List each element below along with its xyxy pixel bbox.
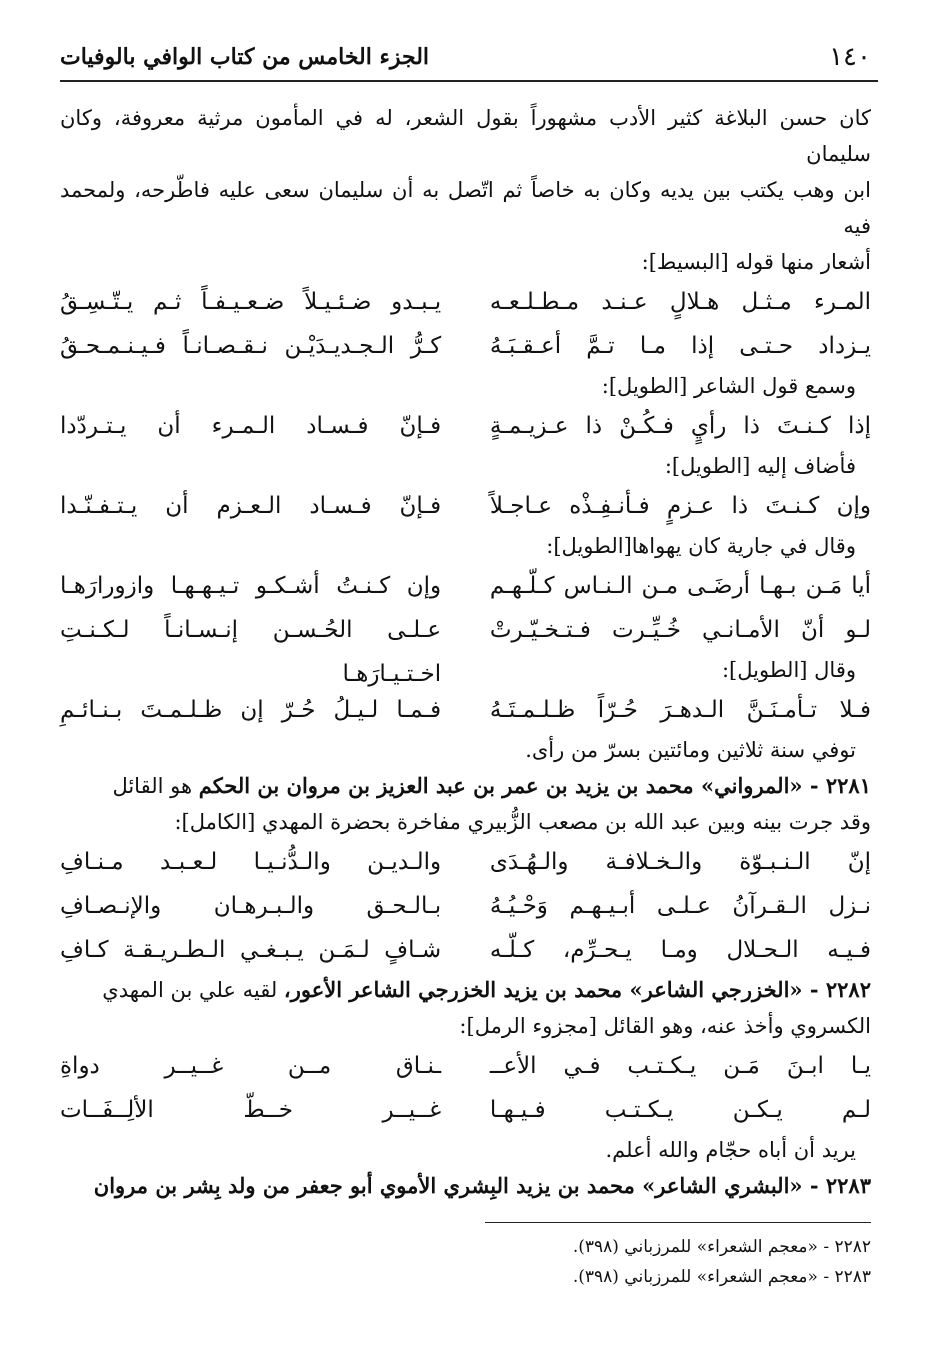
entry-heading: ٢٢٨٢ - «الخزرجي الشاعر» محمد بن يزيد الخزرجي الشاعر الأعور،	[283, 977, 871, 1002]
entry-heading: ٢٢٨١ - «المرواني» محمد بن يزيد بن عمر بن عبد العزيز بن مروان بن الحكم	[198, 773, 871, 798]
footnote: ٢٢٨٣ - «معجم الشعراء» للمرزباني (٣٩٨).	[572, 1267, 871, 1287]
verse-first-hemistich: المـرء مـثـل هـلالٍ عـنـد مـطـلـعـه	[489, 289, 871, 315]
page-number: ١٤٠	[829, 42, 871, 72]
entry-text-line: الكسروي وأخذ عنه، وهو القائل [مجزوء الرمل]:	[459, 1014, 871, 1038]
entry-heading: ٢٢٨٣ - «البشري الشاعر» محمد بن يزيد البِشري الأموي أبو جعفر من ولد بِشر بن مروان	[93, 1173, 871, 1198]
verse-second-hemistich: كـرُّ الـجـديـدَيْـن نـقـصـانـاً فـيـنـمـحـقُ	[60, 333, 442, 359]
verse-first-hemistich: وإن كـنـتَ ذا عـزمٍ فـأنـفِـذْه عـاجـلاً	[489, 493, 871, 519]
running-title: الجزء الخامس من كتاب الوافي بالوفيات	[60, 44, 430, 70]
verse	[60, 280, 871, 324]
biography-entry-2282	[60, 972, 871, 1008]
verse-second-hemistich: والـديـن والـدُّنـيـا لـعـبـد مـنـافِ	[60, 849, 442, 875]
verse-second-hemistich: شـافٍ لـمَـن يـبـغـي الـطـريـقـة كـافِ	[60, 937, 442, 963]
footnote: ٢٢٨٢ - «معجم الشعراء» للمرزباني (٣٩٨).	[572, 1237, 871, 1257]
verse	[60, 404, 871, 448]
commentary-line: يريد أن أباه حجّام والله أعلم.	[605, 1138, 856, 1162]
verse-first-hemistich: أيا مَـن بـهـا أرضَـى مـن الـنـاس كـلّـهـم	[489, 573, 871, 599]
verse-first-hemistich: إذا كـنـتَ ذا رأيٍ فـكُـنْ ذا عـزيـمـةٍ	[489, 413, 871, 439]
verse-first-hemistich: إنّ الـنـبـوّة والـخـلافـة والـهُـدَى	[489, 849, 871, 875]
verse	[60, 840, 871, 884]
verse-intro: فأضاف إليه [الطويل]:	[664, 454, 856, 478]
verse-first-hemistich: يـا ابـنَ مَـن يـكـتـب فـي الأعــ	[489, 1053, 871, 1079]
verse	[60, 688, 871, 732]
poem-block	[60, 280, 871, 368]
verse-first-hemistich: لـم يـكـن يـكـتـب فـيـهـا	[489, 1097, 871, 1123]
verse-first-hemistich: نـزل الـقـرآنُ عـلـى أبـيـهـم وَحْـيُـهُ	[489, 893, 871, 919]
page-body	[60, 100, 871, 1204]
verse-first-hemistich: فـلا تـأمـنَـنَّ الـدهـرَ حُـرّاً ظـلـمـتَـهُ	[489, 697, 871, 723]
verse-second-hemistich: يـبـدو ضـئـيـلاً ضـعـيـفـاً ثـم يـتّـسِـقُ	[60, 289, 442, 315]
verse-second-hemistich: فـإنّ فـسـاد الـمـرء أن يـتـردّدا	[60, 413, 442, 439]
entry-text-line: وقد جرت بينه وبين عبد الله بن مصعب الزُّبيري مفاخرة بحضرة المهدي [الكامل]:	[174, 810, 871, 834]
intro-line: أشعار منها قوله [البسيط]:	[641, 250, 871, 274]
verse-second-hemistich: فـمـا لـيـلُ حُـرّ إن ظـلـمـتَ بـنـائـمِ	[60, 697, 442, 723]
verse	[60, 564, 871, 608]
footnotes	[573, 1232, 871, 1292]
verse-second-hemistich: بـالـحـق والـبـرهـان والإنـصـافِ	[60, 893, 442, 919]
verse	[60, 1088, 871, 1132]
entry-text: لقيه علي بن المهدي	[102, 978, 284, 1002]
entry-text: هو القائل	[112, 774, 199, 798]
biography-entry-2283	[60, 1168, 871, 1204]
header-divider	[60, 80, 878, 82]
verse-second-hemistich: ـنـاق مــن غــيــر دواةِ	[60, 1053, 442, 1079]
verse-second-hemistich: غــيــر خــطّ الألِــفَــات	[60, 1097, 442, 1123]
death-note: توفي سنة ثلاثين ومائتين بسرّ من رأى.	[525, 738, 856, 762]
verse-second-hemistich: عـلـى الحُـسـن إنـسـانـاً لـكـنـتِ اخـتـيـارَهـا	[60, 617, 442, 687]
verse-second-hemistich: وإن كـنـتُ أشـكـو تـيـهـهـا وازورارَهـا	[60, 573, 442, 599]
verse-first-hemistich: لـو أنّ الأمـانـي خُـيِّـرت فـتـخـيّـرتْ	[489, 617, 871, 643]
verse	[60, 324, 871, 368]
verse-intro: وسمع قول الشاعر [الطويل]:	[601, 374, 856, 398]
verse-intro: وقال في جارية كان يهواها[الطويل]:	[546, 534, 856, 558]
verse	[60, 484, 871, 528]
verse-first-hemistich: فـيـه الـحـلال ومـا يـحـرِّم، كـلّـه	[489, 937, 871, 963]
verse	[60, 884, 871, 928]
verse-first-hemistich: يـزداد حـتـى إذا مـا تـمَّ أعـقـبَـهُ	[489, 333, 871, 359]
verse-second-hemistich: فـإنّ فـسـاد الـعـزم أن يـتـفـنّـدا	[60, 493, 442, 519]
footnote-divider	[485, 1222, 871, 1223]
biography-entry-2281	[60, 768, 871, 804]
page-header	[60, 38, 871, 78]
intro-line: ابن وهب يكتب بين يديه وكان به خاصاً ثم اتّصل به أن سليمان سعى عليه فاطّرحه، ولمحمد فيه	[60, 178, 871, 238]
verse	[60, 928, 871, 972]
intro-line: كان حسن البلاغة كثير الأدب مشهوراً بقول الشعر، له في المأمون مرثية معروفة، وكان سليمان	[60, 106, 871, 166]
verse-intro: وقال [الطويل]:	[721, 658, 856, 682]
verse	[60, 1044, 871, 1088]
